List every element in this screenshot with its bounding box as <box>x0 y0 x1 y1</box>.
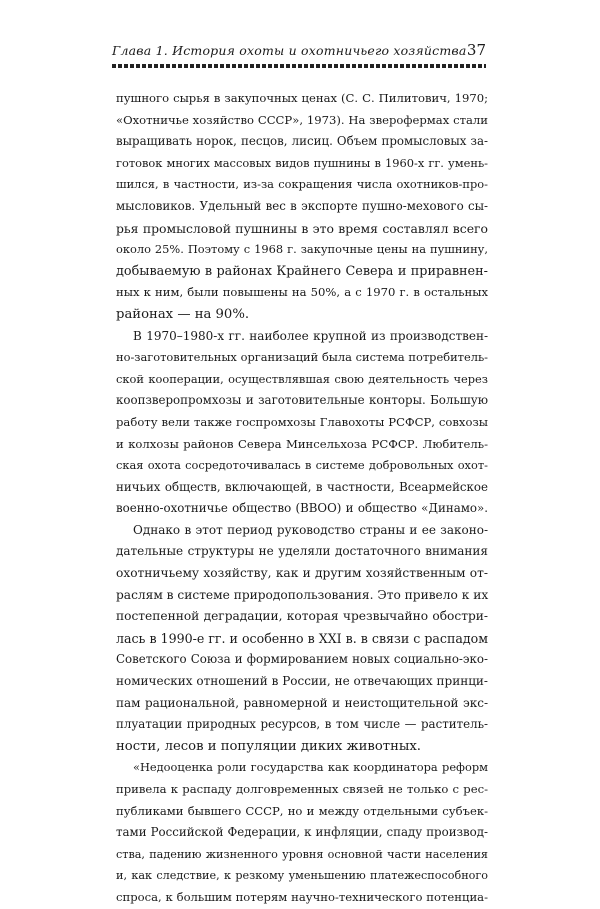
text-line: Однако в этот период руководство страны и ее законо- <box>133 522 488 537</box>
chapter-title: Глава 1. История охоты и охотничьего хозяйства <box>112 43 467 58</box>
text-line: дательные структуры не уделяли достаточного внимания <box>116 544 488 559</box>
text-line: и колхозы районов Севера Минсельхоза РСФСР. Любитель- <box>116 436 488 451</box>
text-line: мысловиков. Удельный вес в экспорте пушно-мехового сы- <box>116 198 488 213</box>
text-line: постепенной деградации, которая чрезвычайно обостри- <box>116 609 488 624</box>
page-number: 37 <box>466 41 486 59</box>
text-line: пам рациональной, равномерной и неистощительной экс- <box>116 695 488 710</box>
text-line: ности, лесов и популяции диких животных. <box>116 738 421 754</box>
text-line: лась в 1990-е гг. и особенно в XXI в. в связи с распадом <box>116 630 488 646</box>
text-line: выращивать норок, песцов, лисиц. Объем промысловых за- <box>116 134 488 149</box>
text-line: «Недооценка роли государства как координатора реформ <box>133 760 488 775</box>
text-line: военно-охотничье общество (ВВОО) и общество «Динамо». <box>116 501 488 516</box>
text-line: ства, падению жизненного уровня основной части населения <box>116 847 488 861</box>
text-line: шился, в частности, из-за сокращения числа охотников-про- <box>116 177 488 192</box>
text-line: районах — на 90%. <box>116 306 250 322</box>
text-line: ничьих обществ, включающей, в частности, Всеармейское <box>116 479 488 494</box>
text-line: коопзверопромхозы и заготовительные конторы. Большую <box>116 393 488 408</box>
text-line: рья промысловой пушнины в это время составлял всего <box>116 220 488 236</box>
text-line: охотничьему хозяйству, как и другим хозяйственным от- <box>116 566 488 581</box>
text-line: но-заготовительных организаций была система потребитель- <box>116 350 488 365</box>
text-line: около 25%. Поэтому с 1968 г. закупочные цены на пушнину, <box>116 242 488 257</box>
text-line: готовок многих массовых видов пушнины в 1960-х гг. умень- <box>116 155 488 170</box>
text-line: плуатации природных ресурсов, в том числе — раститель- <box>116 717 488 732</box>
text-line: ных к ним, были повышены на 50%, а с 1970 г. в остальных <box>116 285 488 300</box>
text-line: В 1970–1980-х гг. наиболее крупной из производствен- <box>133 328 488 343</box>
text-line: номических отношений в России, не отвечающих принци- <box>116 674 488 689</box>
text-line: добываемую в районах Крайнего Севера и приравнен- <box>116 263 488 279</box>
text-line: привела к распаду долговременных связей не только с рес- <box>116 782 488 796</box>
header-rule <box>112 64 486 68</box>
text-line: работу вели также госпромхозы Главохоты РСФСР, совхозы <box>116 414 488 429</box>
text-line: публиками бывшего СССР, но и между отдельными субъек- <box>116 803 488 818</box>
text-line: Советского Союза и формированием новых социально-эко- <box>116 652 488 667</box>
running-header <box>112 42 486 62</box>
text-line: тами Российской Федерации, к инфляции, спаду производ- <box>116 825 488 840</box>
text-line: ской кооперации, осуществлявшая свою деятельность через <box>116 371 488 386</box>
body-text <box>116 88 488 909</box>
text-line: «Охотничье хозяйство СССР», 1973). На зверофермах стали <box>116 112 488 127</box>
text-line: раслям в системе природопользования. Это привело к их <box>116 587 489 602</box>
text-line: ская охота сосредоточивалась в системе добровольных охот- <box>116 458 488 473</box>
text-line: пушного сырья в закупочных ценах (С. С. Пилитович, 1970; <box>116 91 488 105</box>
text-line: спроса, к большим потерям научно-технического потенциа- <box>116 889 488 904</box>
text-line: и, как следствие, к резкому уменьшению платежеспособного <box>116 869 488 883</box>
